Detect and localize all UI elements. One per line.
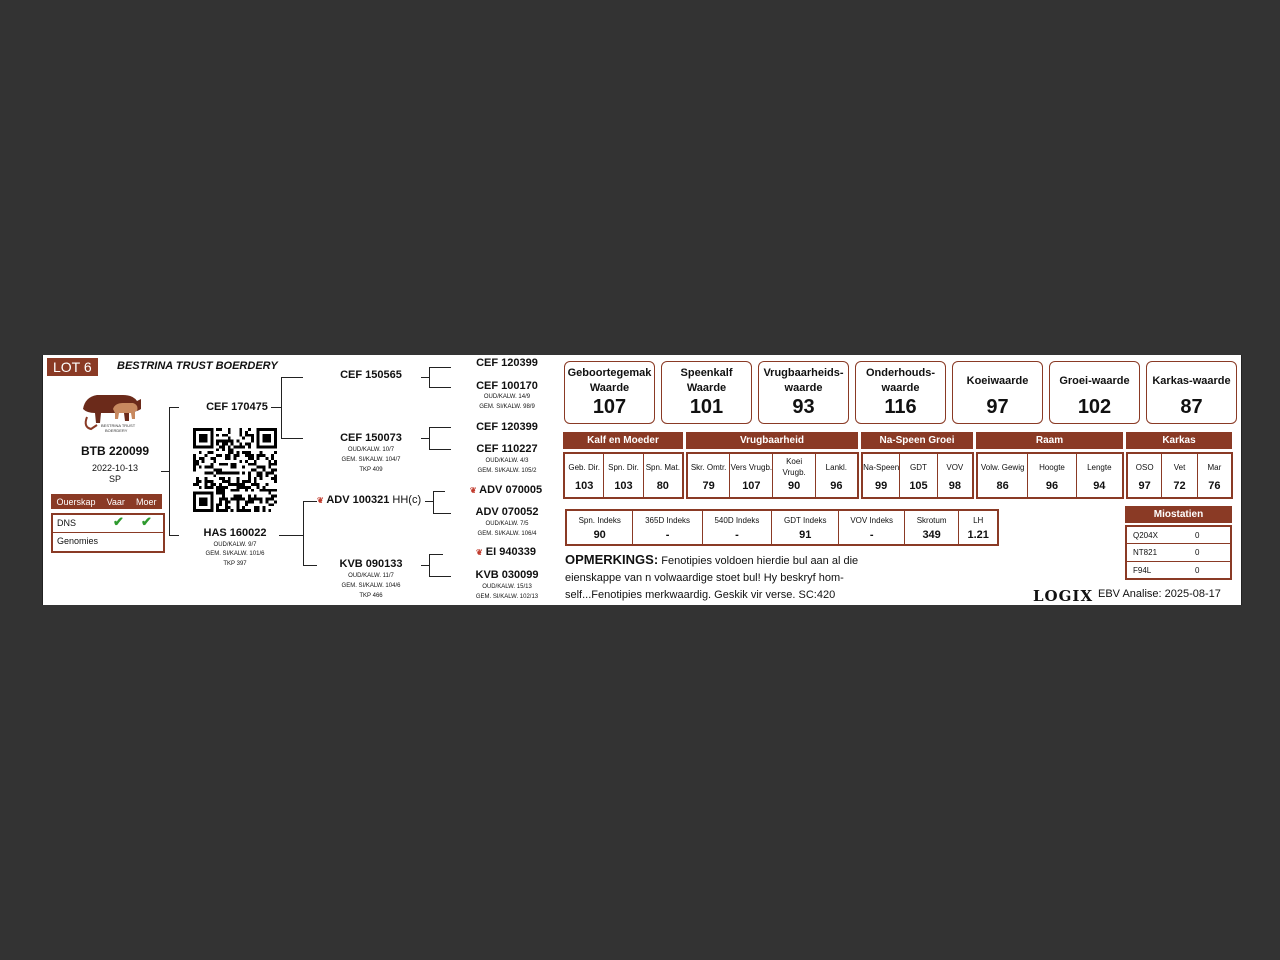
sdd-line2: GEM. SI/KALW. 105/2 xyxy=(477,468,537,474)
value-box-vrugbaarheid xyxy=(758,361,849,424)
dam-line2: GEM. SI/KALW. 101/6 xyxy=(205,551,265,557)
dam-sire-row xyxy=(317,494,425,506)
svg-text:BESTRINA TRUST: BESTRINA TRUST xyxy=(101,423,136,428)
ownership-header xyxy=(51,494,162,509)
ebv-analysis-date: EBV Analise: 2025-08-17 xyxy=(1098,588,1221,600)
sire-dam-line1: OUD/KALW. 10/7 xyxy=(347,447,395,453)
value-number: 107 xyxy=(592,396,627,418)
sdd-line1: OUD/KALW. 4/3 xyxy=(485,458,529,464)
trait-cell: Vers Vrugb. 107 xyxy=(730,454,773,497)
category-karkas: Karkas xyxy=(1126,432,1232,449)
grid-na-speen-groei xyxy=(861,452,974,499)
value-label: Koeiwaarde xyxy=(966,374,1029,387)
animal-id: BTB 220099 xyxy=(80,444,150,458)
value-label: Groei-waarde xyxy=(1059,374,1130,387)
heart-icon: ❦ xyxy=(476,548,483,557)
ownership-row-dns: DNS xyxy=(57,518,77,528)
miostatien-title: Miostatien xyxy=(1125,506,1232,523)
dam-dam-line1: OUD/KALW. 11/7 xyxy=(348,573,394,579)
value-box-karkas xyxy=(1146,361,1237,424)
value-box-onderhoud xyxy=(855,361,946,424)
sire-sire-id: CEF 150565 xyxy=(340,369,402,381)
trait-cell: GDT 105 xyxy=(900,454,937,497)
category-vrugbaarheid: Vrugbaarheid xyxy=(686,432,858,449)
value-label: Vrugbaarheids-waarde xyxy=(763,367,844,394)
sss-id: CEF 120399 xyxy=(476,357,538,369)
grid-karkas xyxy=(1126,452,1233,499)
index-cell: 365D Indeks - xyxy=(633,511,702,544)
trait-cell: Koei Vrugb. 90 xyxy=(773,454,815,497)
qr-code[interactable] xyxy=(193,428,277,512)
index-cell: 540D Indeks - xyxy=(703,511,772,544)
ddd-line1: OUD/KALW. 15/13 xyxy=(482,584,532,590)
ownership-table xyxy=(51,513,165,553)
sire-dam-id: CEF 150073 xyxy=(340,432,402,444)
dsd-line2: GEM. SI/KALW. 106/4 xyxy=(477,531,537,537)
heart-icon: ❦ xyxy=(469,486,477,495)
miostatien-row: NT821 0 xyxy=(1133,548,1200,557)
trait-cell: OSO 97 xyxy=(1128,454,1162,497)
ownership-row-genomies: Genomies xyxy=(57,536,99,546)
remarks xyxy=(565,551,895,604)
index-cell: Skrotum 349 xyxy=(905,511,960,544)
category-na-speen-groei: Na-Speen Groei xyxy=(861,432,973,449)
trait-cell: VOV 98 xyxy=(946,462,964,492)
dds-row xyxy=(451,546,561,558)
ssd-line1: OUD/KALW. 14/9 xyxy=(483,394,531,400)
value-number: 87 xyxy=(1180,396,1203,418)
animal-birthdate: 2022-10-13 xyxy=(91,463,139,473)
logix-logo: LOGIX xyxy=(1033,587,1094,605)
index-cell: LH 1.21 xyxy=(967,515,989,541)
breeder-name: BESTRINA TRUST BOERDERY xyxy=(117,360,278,372)
ssd-id: CEF 100170 xyxy=(476,380,538,392)
value-label: Geboortegemak Waarde xyxy=(567,367,652,394)
dam-id: HAS 160022 xyxy=(203,527,267,539)
value-box-koei xyxy=(952,361,1043,424)
sds-id: CEF 120399 xyxy=(476,421,538,433)
trait-cell: Spn. Mat. 80 xyxy=(645,462,680,492)
value-label: Speenkalf Waarde xyxy=(680,367,733,394)
value-number: 93 xyxy=(792,396,815,418)
grid-raam xyxy=(976,452,1124,499)
dam-sire-id: ADV 100321 xyxy=(326,494,390,506)
trait-cell: Mar 76 xyxy=(1207,462,1222,492)
ssd-line2: GEM. SI/KALW. 98/9 xyxy=(479,404,535,410)
dam-sire-suffix: HH(c) xyxy=(392,494,422,506)
miostatien-row: F94L 0 xyxy=(1133,566,1200,575)
trait-cell: Skr. Omtr. 79 xyxy=(688,454,730,497)
dam-line3: TKP 397 xyxy=(223,561,247,567)
index-table xyxy=(565,509,999,546)
moer-check-icon: ✔ xyxy=(141,514,152,529)
ddd-line2: GEM. SI/KALW. 102/13 xyxy=(475,594,539,600)
heart-icon: ❦ xyxy=(317,496,324,505)
value-box-geboortegemak xyxy=(564,361,655,424)
miostatien-row: Q204X 0 xyxy=(1133,531,1200,540)
value-number: 116 xyxy=(884,396,917,418)
value-number: 101 xyxy=(689,396,724,418)
lot-card xyxy=(42,355,1242,605)
trait-cell: Spn. Dir. 103 xyxy=(604,454,643,497)
trait-cell: Na-Speen 99 xyxy=(863,454,900,497)
trait-cell: Hoogte 96 xyxy=(1028,454,1076,497)
trait-cell: Vet 72 xyxy=(1162,454,1197,497)
value-label: Onderhouds-waarde xyxy=(865,367,936,394)
dsd-line1: OUD/KALW. 7/5 xyxy=(485,521,529,527)
value-number: 97 xyxy=(986,396,1009,418)
remarks-label: OPMERKINGS: xyxy=(565,552,659,567)
value-box-speenkalf xyxy=(661,361,752,424)
sire-dam-line2: GEM. SI/KALW. 104/7 xyxy=(341,457,401,463)
dam-line1: OUD/KALW. 9/7 xyxy=(213,542,257,548)
dss-row xyxy=(451,484,561,496)
svg-text:BOERDERY: BOERDERY xyxy=(105,428,128,433)
value-number: 102 xyxy=(1077,396,1112,418)
trait-cell: Geb. Dir. 103 xyxy=(565,454,604,497)
breeder-logo xyxy=(77,387,145,437)
miostatien-table xyxy=(1125,525,1232,580)
sdd-id: CEF 110227 xyxy=(476,443,538,455)
trait-cell: Lankl. 96 xyxy=(825,462,848,492)
category-kalf-en-moeder: Kalf en Moeder xyxy=(563,432,683,449)
index-cell: Spn. Indeks 90 xyxy=(567,511,633,544)
lot-badge: LOT 6 xyxy=(47,358,98,376)
vaar-check-icon: ✔ xyxy=(113,514,124,529)
index-cell: GDT Indeks 91 xyxy=(772,511,839,544)
ownership-col-moer: Moer xyxy=(135,496,157,507)
value-label: Karkas-waarde xyxy=(1152,374,1231,387)
value-box-groei xyxy=(1049,361,1140,424)
ownership-col-vaar: Vaar xyxy=(106,496,125,507)
ddd-id: KVB 030099 xyxy=(475,569,539,581)
trait-cell: Volw. Gewig 86 xyxy=(978,454,1028,497)
dss-id: ADV 070005 xyxy=(479,484,543,496)
grid-vrugbaarheid xyxy=(686,452,859,499)
dds-id: EI 940339 xyxy=(485,546,536,558)
dam-dam-line3: TKP 466 xyxy=(359,593,383,599)
trait-cell: Lengte 94 xyxy=(1087,462,1112,492)
animal-type: SP xyxy=(108,474,121,484)
index-cell: VOV Indeks - xyxy=(839,511,904,544)
remarks-text: Fenotipies voldoen hierdie bul aan al die eienskappe van n volwaardige stoet bul! Hy beskryf hom-self...Fenotipies merkwaardig. Geskik vir verse. SC:420 xyxy=(565,555,859,601)
dam-dam-line2: GEM. SI/KALW. 104/6 xyxy=(341,583,401,589)
sire-dam-line3: TKP 409 xyxy=(359,467,383,473)
category-raam: Raam xyxy=(976,432,1123,449)
dam-dam-id: KVB 090133 xyxy=(339,558,403,570)
dsd-id: ADV 070052 xyxy=(475,506,539,518)
grid-kalf-en-moeder xyxy=(563,452,684,499)
sire-id: CEF 170475 xyxy=(206,401,268,413)
ownership-col-ouerskap: Ouerskap xyxy=(56,496,96,507)
